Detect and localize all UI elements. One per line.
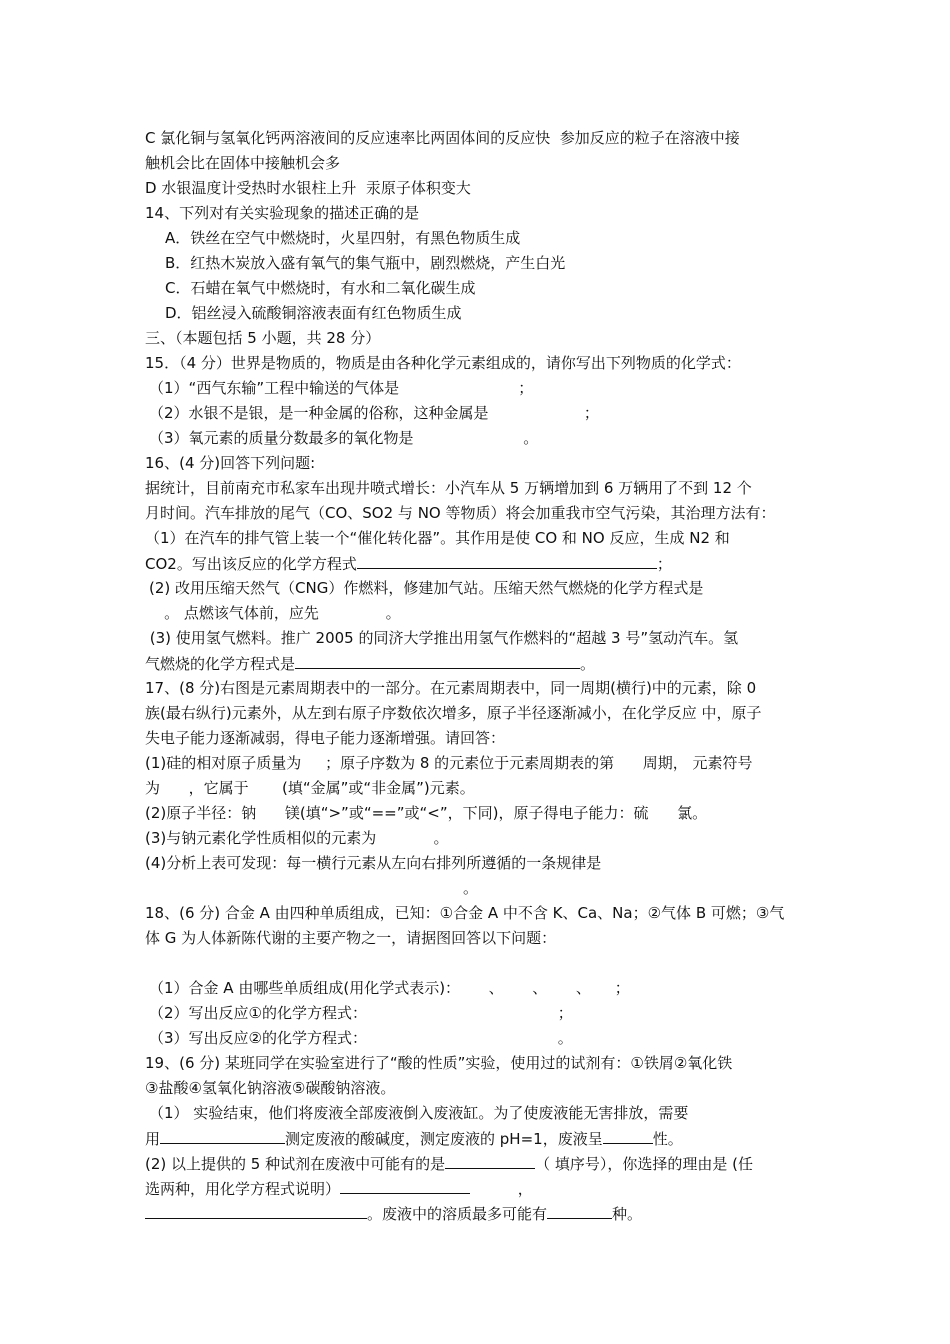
question-17-part-3: (3)与钠元素化学性质相似的元素为 。 (145, 829, 449, 847)
option-c-line-2: 触机会比在固体中接触机会多 (145, 154, 341, 172)
question-16-title: 16、(4 分)回答下列问题: (145, 454, 316, 472)
question-16-part-2-line-1: (2) 改用压缩天然气（CNG）作燃料，修建加气站。压缩天然气燃烧的化学方程式是 (149, 579, 704, 597)
question-17-intro-3: 失电子能力逐渐减弱，得电子能力逐渐增强。请回答： (145, 729, 506, 747)
question-19-reagents: ③盐酸④氢氧化钠溶液⑤碳酸钠溶液。 (145, 1079, 396, 1097)
question-17-title: 17、(8 分)右图是元素周期表中的一部分。在元素周期表中，同一周期(横行)中的元素，除 0 (145, 679, 757, 697)
question-19-part-2-text-f: 种。 (612, 1205, 643, 1223)
answer-blank[interactable] (160, 1128, 285, 1144)
question-19-part-1-line-1: （1） 实验结束，他们将废液全部废液倒入废液缸。为了使废液能无害排放，需要 (149, 1104, 689, 1122)
question-17-part-4-end: 。 (463, 879, 479, 897)
question-18-part-2: （2）写出反应①的化学方程式： ； (149, 1004, 573, 1022)
question-16-part-3-text: 气燃烧的化学方程式是 (145, 655, 296, 673)
question-16-part-2-line-2: 。 点燃该气体前，应先 。 (145, 604, 401, 622)
question-17-part-4: (4)分析上表可发现：每一横行元素从左向右排列所遵循的一条规律是 (145, 854, 602, 872)
option-d-line: D 水银温度计受热时水银柱上升 汞原子体积变大 (145, 179, 471, 197)
section-3-heading: 三、（本题包括 5 小题，共 28 分） (145, 329, 381, 347)
question-16-intro-2: 月时间。汽车排放的尾气（CO、SO2 与 NO 等物质）将会加重我市空气污染，其治理方法有： (145, 504, 776, 522)
question-17-part-1-line-2: 为 ，它属于 (填“金属”或“非金属”)元素。 (145, 779, 475, 797)
question-17-part-2: (2)原子半径：钠 镁(填“>”或“==”或“<”，下同)，原子得电子能力：硫 氯。 (145, 804, 708, 822)
question-16-part-3-line-2 (145, 653, 595, 674)
question-15-part-3: （3）氧元素的质量分数最多的氧化物是 。 (149, 429, 539, 447)
question-14-option-a: A．铁丝在空气中燃烧时，火星四射，有黑色物质生成 (165, 229, 521, 247)
question-15-part-2: （2）水银不是银，是一种金属的俗称，这种金属是 ； (149, 404, 599, 422)
question-16-part-3-line-1: (3) 使用氢气燃料。推广 2005 的同济大学推出用氢气作燃料的“超越 3 号”氢动汽车。氢 (145, 629, 739, 647)
option-c-line-1: C 氯化铜与氢氧化钙两溶液间的反应速率比两固体间的反应快 参加反应的粒子在溶液中接 (145, 129, 740, 147)
answer-blank[interactable] (547, 1203, 612, 1219)
answer-blank[interactable] (340, 1178, 470, 1194)
question-14-title: 14、下列对有关实验现象的描述正确的是 (145, 204, 420, 222)
question-14-option-c: C．石蜡在氧气中燃烧时，有水和二氧化碳生成 (165, 279, 476, 297)
question-17-intro-2: 族(最右纵行)元素外，从左到右原子序数依次增多，原子半径逐渐减小，在化学反应 中，原子 (145, 704, 762, 722)
question-19-part-2-line-1 (145, 1153, 753, 1174)
question-15-part-1: （1）“西气东输”工程中输送的气体是 ； (149, 379, 534, 397)
question-19-part-2-text-e: 。废液中的溶质最多可能有 (367, 1205, 548, 1223)
question-19-part-1-text-b: 测定废液的酸碱度，测定废液的 pH=1，废液呈 (285, 1130, 603, 1148)
question-19-title: 19、(6 分) 某班同学在实验室进行了“酸的性质”实验，使用过的试剂有：①铁屑②氧化铁 (145, 1054, 733, 1072)
question-18-part-3: （3）写出反应②的化学方程式： 。 (149, 1029, 573, 1047)
question-18-part-1: （1）合金 A 由哪些单质组成(用化学式表示)： 、 、 、 ； (149, 979, 630, 997)
question-18-intro: 体 G 为人体新陈代谢的主要产物之一，请据图回答以下问题： (145, 929, 557, 947)
question-19-part-2-text-c: 选两种，用化学方程式说明） (145, 1180, 341, 1198)
question-19-part-1-text-c: 性。 (652, 1130, 683, 1148)
question-19-part-2-text-d: ， (470, 1180, 533, 1198)
question-17-part-1-line-1: (1)硅的相对原子质量为 ；原子序数为 8 的元素位于元素周期表的第 周期， 元素符号 (145, 754, 753, 772)
question-18-title: 18、(6 分) 合金 A 由四种单质组成，已知：①合金 A 中不含 K、Ca、Na；②气体 B 可燃；③气 (145, 904, 785, 922)
question-19-part-1-text-a: 用 (145, 1130, 161, 1148)
answer-blank[interactable] (295, 653, 580, 669)
question-19-part-1-line-2 (145, 1128, 683, 1149)
question-16-intro-1: 据统计，目前南充市私家车出现井喷式增长：小汽车从 5 万辆增加到 6 万辆用了不到 12 个 (145, 479, 752, 497)
answer-blank[interactable] (145, 1203, 367, 1219)
question-15-title: 15．（4 分）世界是物质的，物质是由各种化学元素组成的，请你写出下列物质的化学式： (145, 354, 741, 372)
answer-blank[interactable] (357, 553, 657, 569)
question-14-option-d: D．铝丝浸入硫酸铜溶液表面有红色物质生成 (165, 304, 462, 322)
question-19-part-2-line-3 (145, 1203, 642, 1224)
question-19-part-2-text-b: （ 填序号），你选择的理由是 (任 (535, 1155, 753, 1173)
question-16-part-1-text: CO2。写出该反应的化学方程式 (145, 555, 357, 573)
question-16-part-3-end: 。 (580, 655, 596, 673)
question-16-part-1-end: ； (656, 555, 672, 573)
question-14-option-b: B．红热木炭放入盛有氧气的集气瓶中，剧烈燃烧，产生白光 (165, 254, 566, 272)
answer-blank[interactable] (603, 1128, 653, 1144)
question-19-part-2-line-2 (145, 1178, 533, 1199)
answer-blank[interactable] (445, 1153, 535, 1169)
question-19-part-2-text-a: (2) 以上提供的 5 种试剂在废液中可能有的是 (145, 1155, 446, 1173)
question-16-part-1-line-2 (145, 553, 672, 574)
question-16-part-1-line-1: （1）在汽车的排气管上装一个“催化转化器”。其作用是使 CO 和 NO 反应，生成 N2 和 (145, 529, 730, 547)
